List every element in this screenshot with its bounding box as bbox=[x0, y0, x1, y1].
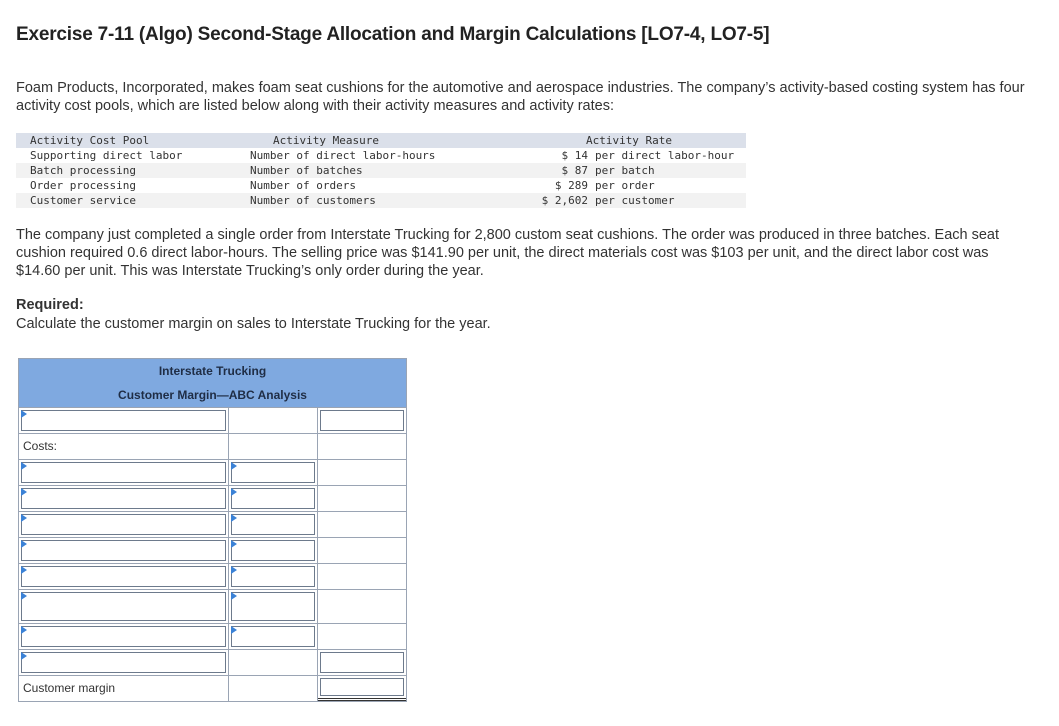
customer-margin-label: Customer margin bbox=[19, 676, 229, 701]
empty-cell bbox=[229, 434, 318, 459]
empty-cell bbox=[318, 434, 406, 459]
empty-cell bbox=[318, 564, 406, 589]
header-activity-measure: Activity Measure bbox=[273, 134, 379, 147]
dropdown-arrow-icon bbox=[21, 652, 27, 660]
form-header bbox=[19, 359, 406, 407]
activity-rate-table bbox=[16, 133, 746, 208]
row-label-cell bbox=[19, 564, 229, 589]
row-label-cell bbox=[19, 408, 229, 433]
dropdown-arrow-icon bbox=[21, 566, 27, 574]
dropdown-arrow-icon bbox=[21, 626, 27, 634]
dropdown-arrow-icon bbox=[231, 566, 237, 574]
row-label-cell bbox=[19, 460, 229, 485]
form-row-sales bbox=[19, 407, 406, 433]
activity-measure: Number of batches bbox=[250, 164, 363, 177]
form-heading-analysis: Customer Margin—ABC Analysis bbox=[118, 388, 307, 402]
empty-cell bbox=[318, 486, 406, 511]
cost-label-select[interactable] bbox=[21, 540, 226, 561]
row-label-cell bbox=[19, 624, 229, 649]
form-row-cost bbox=[19, 459, 406, 485]
rate-unit: per customer bbox=[595, 194, 675, 207]
activity-rate bbox=[512, 193, 746, 208]
activity-row bbox=[16, 193, 746, 208]
dropdown-arrow-icon bbox=[231, 514, 237, 522]
amount-cell bbox=[229, 538, 318, 563]
empty-cell bbox=[229, 650, 318, 675]
amount-cell bbox=[318, 676, 406, 701]
rate-amount: $ 14 bbox=[561, 149, 588, 162]
cost-amount-input[interactable] bbox=[231, 488, 315, 509]
activity-pool: Batch processing bbox=[30, 164, 136, 177]
activity-row bbox=[16, 163, 746, 178]
cost-label-select[interactable] bbox=[21, 488, 226, 509]
dropdown-arrow-icon bbox=[231, 592, 237, 600]
row-label-cell bbox=[19, 650, 229, 675]
dropdown-arrow-icon bbox=[21, 592, 27, 600]
cost-amount-input[interactable] bbox=[231, 540, 315, 561]
amount-cell bbox=[229, 486, 318, 511]
activity-row bbox=[16, 148, 746, 163]
dropdown-arrow-icon bbox=[231, 540, 237, 548]
total-label-select[interactable] bbox=[21, 652, 226, 673]
dropdown-arrow-icon bbox=[21, 540, 27, 548]
form-row-costs-label bbox=[19, 433, 406, 459]
cost-label-select[interactable] bbox=[21, 514, 226, 535]
empty-cell bbox=[318, 590, 406, 623]
row-label-cell bbox=[19, 512, 229, 537]
activity-pool: Supporting direct labor bbox=[30, 149, 183, 162]
row-label-cell bbox=[19, 538, 229, 563]
empty-cell bbox=[318, 624, 406, 649]
cost-label-select[interactable] bbox=[21, 626, 226, 647]
header-activity-rate: Activity Rate bbox=[585, 134, 673, 147]
activity-measure: Number of orders bbox=[250, 179, 356, 192]
form-row-cost bbox=[19, 537, 406, 563]
header-activity-cost-pool: Activity Cost Pool bbox=[30, 134, 150, 147]
dropdown-arrow-icon bbox=[231, 626, 237, 634]
dropdown-arrow-icon bbox=[231, 462, 237, 470]
costs-label: Costs: bbox=[19, 434, 229, 459]
activity-rate bbox=[512, 163, 746, 178]
dropdown-arrow-icon bbox=[21, 514, 27, 522]
form-row-cost bbox=[19, 589, 406, 623]
form-row-total-costs bbox=[19, 649, 406, 675]
cost-label-select[interactable] bbox=[21, 462, 226, 483]
amount-cell bbox=[318, 650, 406, 675]
activity-measure: Number of customers bbox=[250, 194, 376, 207]
activity-rate bbox=[512, 148, 746, 163]
activity-measure: Number of direct labor-hours bbox=[250, 149, 436, 162]
empty-cell bbox=[318, 512, 406, 537]
activity-row bbox=[16, 178, 746, 193]
amount-cell bbox=[229, 564, 318, 589]
cost-amount-input[interactable] bbox=[231, 514, 315, 535]
empty-cell bbox=[229, 676, 318, 701]
rate-unit: per batch bbox=[595, 164, 655, 177]
cost-amount-input[interactable] bbox=[231, 592, 315, 621]
dropdown-arrow-icon bbox=[21, 410, 27, 418]
dropdown-arrow-icon bbox=[21, 488, 27, 496]
customer-margin-input[interactable] bbox=[320, 678, 404, 696]
form-heading-company: Interstate Trucking bbox=[158, 364, 267, 378]
amount-input[interactable] bbox=[320, 410, 404, 431]
empty-cell bbox=[318, 460, 406, 485]
activity-pool: Order processing bbox=[30, 179, 136, 192]
activity-pool: Customer service bbox=[30, 194, 136, 207]
rate-unit: per order bbox=[595, 179, 655, 192]
rate-amount: $ 87 bbox=[561, 164, 588, 177]
total-costs-input[interactable] bbox=[320, 652, 404, 673]
amount-cell bbox=[229, 590, 318, 623]
empty-cell bbox=[318, 538, 406, 563]
amount-cell bbox=[229, 460, 318, 485]
cost-amount-input[interactable] bbox=[231, 626, 315, 647]
form-row-cost bbox=[19, 623, 406, 649]
form-row-cost bbox=[19, 563, 406, 589]
activity-rate bbox=[512, 178, 746, 193]
rate-amount: $ 289 bbox=[554, 179, 588, 192]
amount-cell bbox=[229, 624, 318, 649]
dropdown-arrow-icon bbox=[21, 462, 27, 470]
required-text: Calculate the customer margin on sales to Interstate Trucking for the year. bbox=[16, 316, 491, 332]
cost-amount-input[interactable] bbox=[231, 462, 315, 483]
intro-paragraph: Foam Products, Incorporated, makes foam seat cushions for the automotive and aerospace industries. The company’s activity-based costing system has four activity cost pools, which are listed below along with their activity measures and activity rates: bbox=[16, 80, 1025, 114]
row-label-cell bbox=[19, 590, 229, 623]
dropdown-arrow-icon bbox=[231, 488, 237, 496]
row-label-select[interactable] bbox=[21, 410, 226, 431]
cost-label-select[interactable] bbox=[21, 592, 226, 621]
rate-unit: per direct labor-hour bbox=[595, 149, 735, 162]
form-row-cost bbox=[19, 485, 406, 511]
activity-table-header bbox=[16, 133, 746, 148]
amount-cell bbox=[318, 408, 406, 433]
rate-amount: $ 2,602 bbox=[541, 194, 588, 207]
empty-cell bbox=[229, 408, 318, 433]
cost-amount-input[interactable] bbox=[231, 566, 315, 587]
row-label-cell bbox=[19, 486, 229, 511]
cost-label-select[interactable] bbox=[21, 566, 226, 587]
order-paragraph: The company just completed a single order from Interstate Trucking for 2,800 custom seat cushions. The order was produced in three batches. Each seat cushion required 0.6 direct labor-hours. The selling price was $141.90 per unit, the direct materials cost was $103 per unit, and the direct labor cost was $14.60 per unit. This was Interstate Trucking’s only order during the year. bbox=[16, 227, 1000, 279]
customer-margin-form bbox=[18, 358, 407, 702]
form-row-cost bbox=[19, 511, 406, 537]
form-row-customer-margin bbox=[19, 675, 406, 701]
required-label: Required: bbox=[16, 297, 84, 313]
amount-cell bbox=[229, 512, 318, 537]
exercise-title: Exercise 7-11 (Algo) Second-Stage Allocation and Margin Calculations [LO7-4, LO7-5] bbox=[16, 24, 770, 45]
